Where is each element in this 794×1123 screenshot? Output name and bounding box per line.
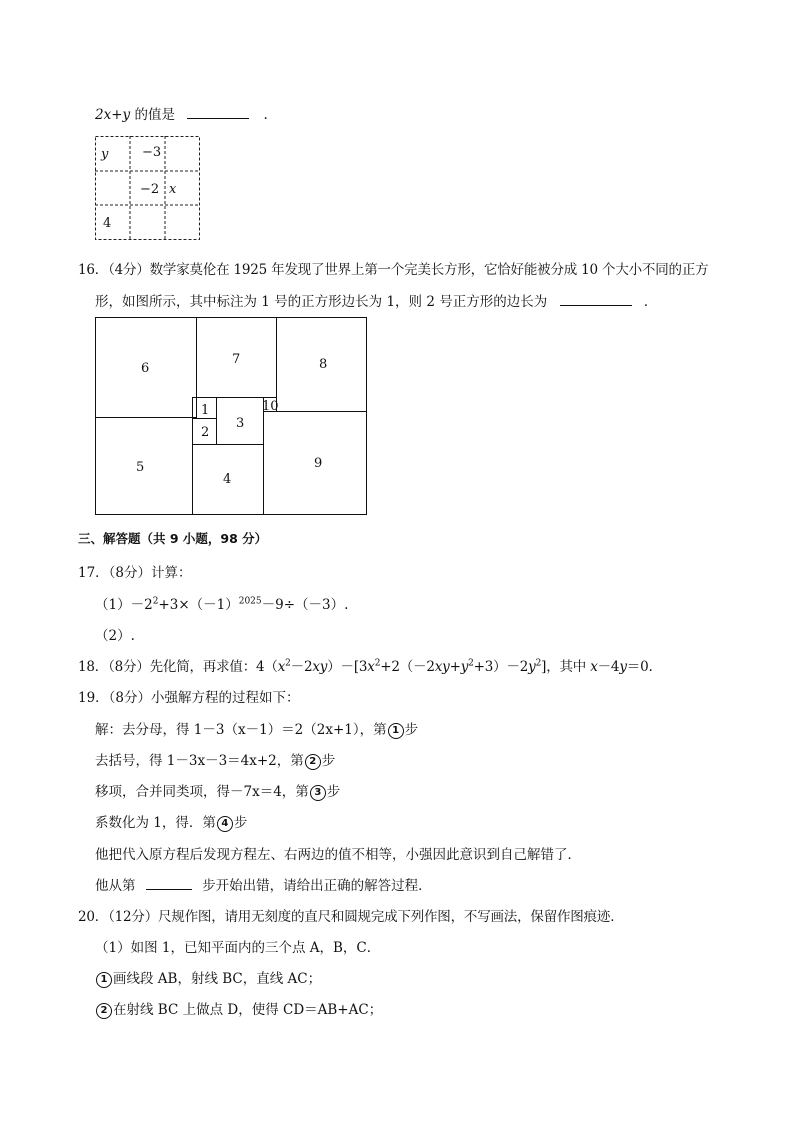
q19-note: 他把代入原方程后发现方程左、右两边的值不相等，小强因此意识到自己解错了． bbox=[95, 847, 581, 863]
q18-a: 18．（8分）先化简，再求值：4（ bbox=[78, 659, 278, 675]
q18-q: ＝0. bbox=[626, 659, 653, 675]
q18-sup3: 2 bbox=[468, 658, 474, 669]
circled-3-icon: 3 bbox=[310, 785, 326, 801]
q18-l: y bbox=[528, 659, 536, 675]
section-3-title: 三、解答题（共 9 小题，98 分） bbox=[78, 531, 268, 546]
q19-step4-suffix: 步 bbox=[233, 815, 248, 831]
q20-item1-text: 画线段 AB，射线 BC，直线 AC； bbox=[113, 971, 322, 987]
q18-sup2: 2 bbox=[374, 658, 381, 669]
q18-line bbox=[78, 655, 653, 675]
circled-2-icon: 2 bbox=[305, 754, 321, 770]
q18-sup4: 2 bbox=[535, 658, 542, 669]
q18-k: +3）－2 bbox=[473, 659, 529, 675]
q17-part1 bbox=[95, 593, 348, 613]
label-square-9: 9 bbox=[314, 456, 323, 471]
circled-1-icon: 1 bbox=[388, 723, 404, 739]
q19-step4 bbox=[95, 811, 247, 832]
grid-cell-r2c3: x bbox=[169, 182, 177, 197]
q20-stem: 20．（12分）尺规作图，请用无刻度的直尺和圆规完成下列作图，不写画法，保留作图痕迹． bbox=[78, 909, 624, 925]
q20-part1: （1）如图 1，已知平面内的三个点 A，B，C． bbox=[95, 940, 381, 956]
q17-stem: 17．（8分）计算： bbox=[78, 565, 192, 581]
q17-p1-a: （1）－2 bbox=[95, 597, 153, 613]
q18-h: xy bbox=[434, 659, 450, 675]
q19-question-b: 步开始出错，请给出正确的解答过程． bbox=[202, 878, 432, 894]
label-square-6: 6 bbox=[141, 361, 150, 376]
label-square-8: 8 bbox=[319, 357, 328, 372]
number-grid bbox=[95, 136, 200, 240]
q18-n: x bbox=[590, 659, 598, 675]
circled-2-icon: 2 bbox=[96, 1003, 112, 1019]
q18-o: －4 bbox=[597, 659, 620, 675]
grid-cell-r1c1: y bbox=[101, 147, 109, 162]
q17-part2: （2）. bbox=[95, 628, 135, 644]
grid-cell-r1c2: −3 bbox=[142, 145, 162, 160]
q15-end: . bbox=[263, 107, 268, 123]
q17-p1-b: +3×（－1） bbox=[158, 597, 239, 613]
q18-f: x bbox=[367, 659, 375, 675]
label-square-1: 1 bbox=[201, 403, 210, 418]
q18-g: +2（－2 bbox=[380, 659, 435, 675]
label-square-7: 7 bbox=[232, 352, 241, 367]
q20-item1 bbox=[95, 967, 321, 988]
label-square-3: 3 bbox=[236, 416, 245, 431]
q18-p: y bbox=[619, 659, 627, 675]
q18-j: y bbox=[460, 659, 469, 675]
grid-cell-r3c1: 4 bbox=[103, 216, 112, 231]
q19-step2-suffix: 步 bbox=[321, 753, 336, 769]
q15-answer-line bbox=[95, 103, 268, 123]
q15-text: 的值是 bbox=[130, 107, 175, 123]
q19-step3 bbox=[95, 780, 340, 801]
q16-line1: 16．（4分）数学家莫伦在 1925 年发现了世界上第一个完美长方形，它恰好能被分成 10 个大小不同的正方 bbox=[78, 262, 709, 278]
q19-step2 bbox=[95, 749, 335, 770]
label-square-10: 10 bbox=[262, 399, 279, 414]
q19-step1-text: 解：去分母，得 1－3（x－1）＝2（2x+1），第 bbox=[95, 722, 387, 738]
q18-c: －2 bbox=[290, 659, 313, 675]
q18-e: ）－[3 bbox=[327, 659, 368, 675]
label-square-5: 5 bbox=[136, 460, 145, 475]
q19-step3-text: 移项，合并同类项，得－7x＝4，第 bbox=[95, 784, 309, 800]
q15-answer-blank[interactable] bbox=[187, 106, 249, 119]
label-square-4: 4 bbox=[223, 472, 232, 487]
circled-1-icon: 1 bbox=[96, 972, 112, 988]
circled-4-icon: 4 bbox=[217, 816, 233, 832]
q19-step3-suffix: 步 bbox=[326, 784, 341, 800]
q16-line2-text: 形，如图所示，其中标注为 1 号的正方形边长为 1，则 2 号正方形的边长为 bbox=[95, 294, 548, 310]
q16-end: ． bbox=[643, 294, 658, 310]
q20-item2 bbox=[95, 998, 382, 1019]
q16-answer-blank[interactable] bbox=[560, 293, 632, 306]
q18-b: x bbox=[277, 659, 286, 675]
q19-answer-blank[interactable] bbox=[146, 877, 192, 890]
q19-stem: 19．（8分）小强解方程的过程如下： bbox=[78, 690, 300, 706]
q17-p1-sup2: 2025 bbox=[238, 596, 262, 607]
q19-step1-suffix: 步 bbox=[404, 722, 419, 738]
q19-step1 bbox=[95, 718, 418, 739]
q18-m: ]，其中 bbox=[541, 659, 591, 675]
q15-expr: 2x+y bbox=[95, 107, 131, 123]
q18-d: xy bbox=[312, 659, 328, 675]
q20-item2-text: 在射线 BC 上做点 D，使得 CD＝AB+AC； bbox=[113, 1002, 383, 1018]
q19-question bbox=[95, 874, 432, 894]
q17-p1-c: －9÷（－3）. bbox=[261, 597, 349, 613]
q19-step2-text: 去括号，得 1－3x－3＝4x+2，第 bbox=[95, 753, 304, 769]
perfect-rectangle-figure bbox=[95, 317, 369, 517]
q18-sup1: 2 bbox=[285, 658, 291, 669]
q19-step4-text: 系数化为 1，得．第 bbox=[95, 815, 216, 831]
q17-p1-sup1: 2 bbox=[152, 596, 159, 607]
q18-i: + bbox=[449, 659, 461, 675]
grid-cell-r2c2: −2 bbox=[140, 182, 160, 197]
q19-question-a: 他从第 bbox=[95, 878, 136, 894]
q16-line2 bbox=[95, 290, 657, 310]
label-square-2: 2 bbox=[201, 425, 210, 440]
